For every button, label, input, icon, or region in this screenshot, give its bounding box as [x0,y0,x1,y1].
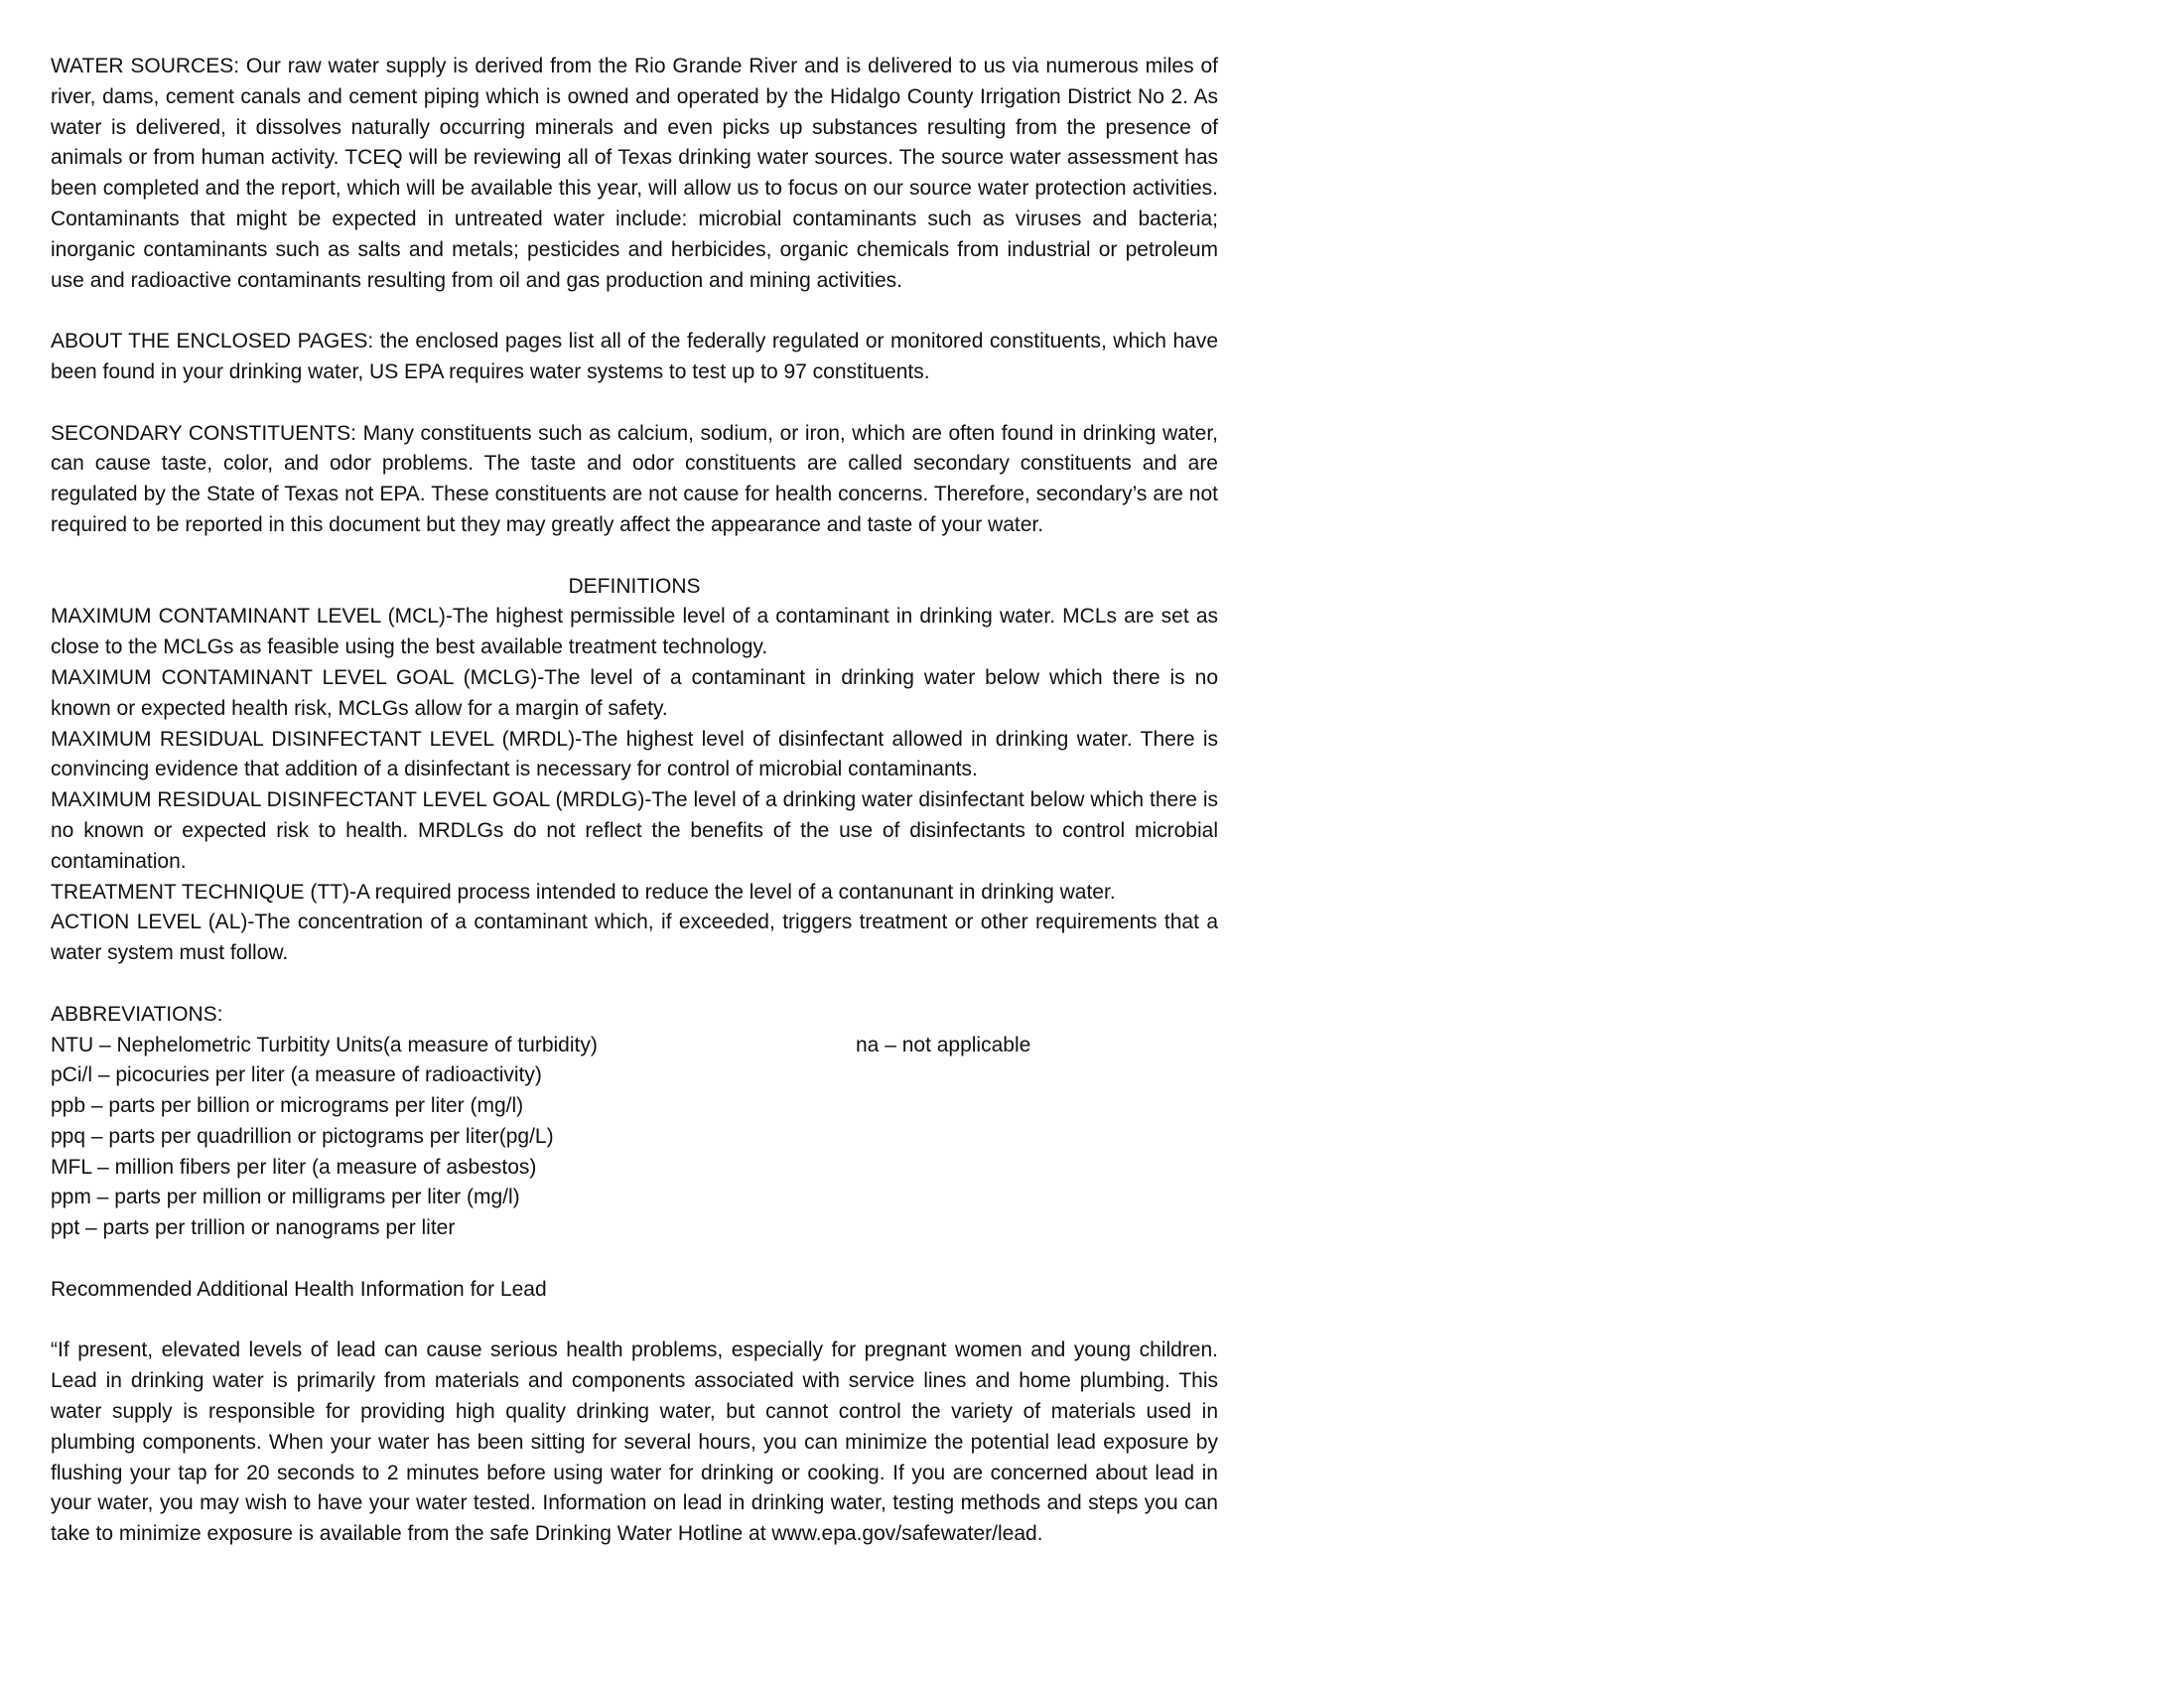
secondary-constituents-paragraph: SECONDARY CONSTITUENTS: Many constituents such as calcium, sodium, or iron, which are often found in drinking water, can cause taste, color, and odor problems. The taste and odor constituents are called secondary constituents and are regulated by the State of Texas not EPA. These constituents are not cause for health concerns. Therefore, secondary’s are not required to be reported in this document but they may greatly affect the appearance and taste of your water. [51,421,1218,536]
enclosed-pages-paragraph: ABOUT THE ENCLOSED PAGES: the enclosed pages list all of the federally regulated or monitored constituents, which have been found in your drinking water, US EPA requires water systems to test up to 97 constituents. [51,330,1218,383]
abbreviation-ntu: NTU – Nephelometric Turbitity Units(a measure of turbidity) [51,1033,598,1056]
abbreviation-ppt: ppt – parts per trillion or nanograms per liter [51,1216,456,1240]
abbreviation-pci: pCi/l – picocuries per liter (a measure of radioactivity) [51,1063,542,1087]
abbreviation-ppm: ppm – parts per million or milligrams per liter (mg/l) [51,1186,520,1209]
water-sources-paragraph: WATER SOURCES: Our raw water supply is derived from the Rio Grande River and is delivered to us via numerous miles of river, dams, cement canals and cement piping which is owned and operated by the Hidalgo County Irrigation District No 2. As water is delivered, it dissolves naturally occurring minerals and even picks up substances resulting from the presence of animals or from human activity. TCEQ will be reviewing all of Texas drinking water sources. The source water assessment has been completed and the report, which will be available this year, will allow us to focus on our source water protection activities. Contaminants that might be expected in untreated water include: microbial contaminants such as viruses and bacteria; inorganic contaminants such as salts and metals; pesticides and herbicides, organic chemicals from industrial or petroleum use and radioactive contaminants resulting from oil and gas production and mining activities. [51,55,1218,292]
abbreviation-ppq: ppq – parts per quadrillion or pictograms per liter(pg/L) [51,1124,554,1148]
definitions-section [51,572,1218,969]
definition-mrdl: MAXIMUM RESIDUAL DISINFECTANT LEVEL (MRDL)-The highest level of disinfectant allowed in drinking water. There is convincing evidence that addition of a disinfectant is necessary for control of microbial contaminants. [51,727,1218,781]
abbreviation-row [51,1031,1218,1061]
definition-mclg: MAXIMUM CONTAMINANT LEVEL GOAL (MCLG)-The level of a contaminant in drinking water below which there is no known or expected health risk, MCLGs allow for a margin of safety. [51,665,1218,720]
lead-heading: Recommended Additional Health Information for Lead [51,1277,547,1301]
definitions-heading: DEFINITIONS [568,574,701,598]
lead-paragraph: “If present, elevated levels of lead can cause serious health problems, especially for pregnant women and young children. Lead in drinking water is primarily from materials and components associated with service lines and home plumbing. This water supply is responsible for providing high quality drinking water, but cannot control the variety of materials used in plumbing components. When your water has been sitting for several hours, you can minimize the potential lead exposure by flushing your tap for 20 seconds to 2 minutes before using water for drinking or cooking. If you are concerned about lead in your water, you may wish to have your water tested. Information on lead in drinking water, testing methods and steps you can take to minimize exposure is available from the safe Drinking Water Hotline at www.epa.gov/safewater/lead. [51,1338,1218,1546]
spacer [51,1244,1218,1275]
abbreviation-na: na – not applicable [856,1033,1031,1056]
abbreviation-ppb: ppb – parts per billion or micrograms per liter (mg/l) [51,1094,524,1118]
abbreviations-section [51,1000,1218,1244]
definition-al: ACTION LEVEL (AL)-The concentration of a contaminant which, if exceeded, triggers treatment or other requirements that a water system must follow. [51,911,1218,965]
definition-mcl: MAXIMUM CONTAMINANT LEVEL (MCL)-The highest permissible level of a contaminant in drinking water. MCLs are set as close to the MCLGs as feasible using the best available treatment technology. [51,605,1218,659]
definition-mrdlg: MAXIMUM RESIDUAL DISINFECTANT LEVEL GOAL (MRDLG)-The level of a drinking water disinfectant below which there is no known or expected risk to health. MRDLGs do not reflect the benefits of the use of disinfectants to control microbial contamination. [51,788,1218,873]
text-column [51,52,1218,1581]
abbreviation-mfl: MFL – million fibers per liter (a measure of asbestos) [51,1155,537,1179]
spacer [51,969,1218,1000]
definition-tt: TREATMENT TECHNIQUE (TT)-A required process intended to reduce the level of a contanunant in drinking water. [51,880,1116,904]
abbreviations-heading: ABBREVIATIONS: [51,1002,223,1026]
